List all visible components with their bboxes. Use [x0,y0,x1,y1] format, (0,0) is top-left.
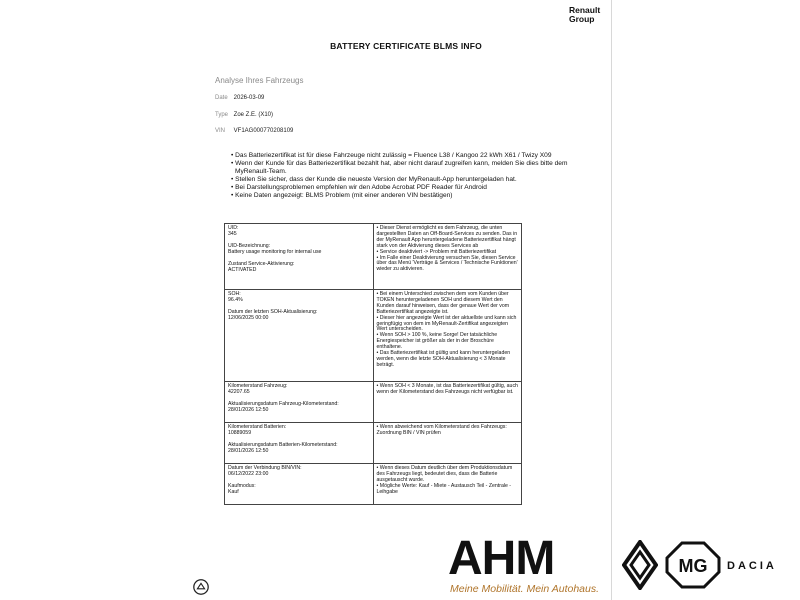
field-label: SOH: [228,291,241,297]
field-label: Kaufmodus: [228,482,256,489]
brand-line1: Renault [569,5,601,15]
field-value: 28/01/2026 12:50 [228,447,269,454]
field-label: Kilometerstand Batterien: [228,424,287,430]
cell-note: • Wenn SOH > 100 %, keine Sorge! Der tatsächliche Energiespeicher ist größer als der in der Broschüre enthaltene. [376,332,498,351]
table-cell-left [225,224,374,290]
info-table [224,223,522,505]
type-label: Type [215,112,229,118]
table-cell-right [373,382,522,423]
field-label: Datum der letzten SOH-Aktualisierung: [228,308,318,315]
note-item: • Das Batteriezertifikat ist für diese Fahrzeuge nicht zulässig = Fluence L38 / Kangoo 22 kWh X61 / Twizy X09 [231,152,552,159]
note-item: • Bei Darstellungsproblemen empfehlen wir den Adobe Acrobat PDF Reader für Android [231,184,487,191]
field-label: Kilometerstand Fahrzeug: [228,383,288,389]
notes-list [231,152,591,200]
note-item: • Keine Daten angezeigt: BLMS Problem (mit einer anderen VIN bestätigen) [231,192,453,199]
field-value: 28/01/2026 12:50 [228,406,269,413]
field-value: 10889059 [228,429,252,436]
date-value: 2026-03-09 [233,95,265,101]
cell-note: • Wenn dieses Datum deutlich über dem Produktionsdatum des Fahrzeugs liegt, bedeutet dies, dass die Batterie ausgetauscht wurde. [376,465,513,483]
note-item: • Wenn der Kunde für das Batteriezertifikat bezahlt hat, aber nicht darauf zugreifen kann, melden Sie dies bitte dem MyRenault-Team. [231,160,568,175]
table-row [225,290,522,382]
cell-note: • Im Falle einer Deaktivierung versuchen Sie, diesen Service über das Menü 'Verträge & Services / Technische Funktionen' wieder zu aktivieren. [376,254,518,273]
dacia-logo: DACIA [727,560,777,572]
dealer-slogan: Meine Mobilität. Mein Autohaus. [450,583,600,595]
field-value: ACTIVATED [228,266,257,273]
table-row [225,224,522,290]
cell-note: • Wenn SOH < 3 Monate, ist das Batteriezertifikat gültig, auch wenn der Kilometerstand des Fahrzeugs nicht verfügbar ist. [376,383,518,395]
page-edge [611,0,612,600]
table-cell-left [225,464,374,505]
table-cell-right [373,464,522,505]
section-title: Analyse Ihres Fahrzeugs [215,76,304,85]
cell-note: • Das Batteriezertifikat ist gültig und kann heruntergeladen werden, wenn die letzte SOH-Aktualisierung < 3 Monate beträgt. [376,350,511,368]
table-cell-left [225,290,374,382]
table-cell-right [373,224,522,290]
mg-octagon-icon [665,541,721,589]
renault-diamond-icon [622,540,658,590]
cell-note: • Dieser hier angezeigte Wert ist der aktuellste und kann sich geringfügig von dem im MyRenault-Zertifikat angezeigten Wert unterscheiden. [376,314,517,333]
vin-value: VF1AG000770208109 [233,128,294,134]
field-value: Kauf [228,488,239,495]
date-row [215,95,264,101]
cell-note: • Dieser Dienst ermöglicht es dem Fahrzeug, die unten dargestellten Daten an Off-Board-Services zu senden. Das in der MyRenault App heruntergeladene Batteriezertifikat hängt stark von der Aktivierung dieses Services ab [376,225,518,249]
table-row [225,464,522,505]
field-value: Battery usage monitoring for internal use [228,248,322,255]
vin-row [215,128,293,134]
type-value: Zoe Z.E. (X10) [233,112,274,118]
cell-note: • Wenn abweichend vom Kilometerstand des Fahrzeugs: Zuordnung BIN / VIN prüfen [376,424,507,436]
dealer-logo-ahm: AHM [448,532,555,585]
cell-note: • Bei einem Unterschied zwischen dem vom Kunden über TOKEN heruntergeladenen SOH und diesem Wert den Kunden darauf hinweisen, dass der genaue Wert der vom Batteriezertifikat angezeigte ist. [376,291,510,315]
type-row [215,112,273,118]
table-cell-left [225,423,374,464]
field-label: UID-Bezeichnung: [228,242,271,249]
table-row [225,423,522,464]
field-label: Aktualisierungsdatum Fahrzeug-Kilometerstand: [228,400,339,407]
brand-line2: Group [569,14,595,24]
document-title: BATTERY CERTIFICATE BLMS INFO [330,41,482,51]
field-value: 12/06/2025 00:00 [228,314,269,321]
field-label: Aktualisierungsdatum Batterien-Kilometerstand: [228,441,338,448]
svg-text:MG: MG [678,556,708,576]
cell-note: • Mögliche Werte: Kauf - Miete - Austausch Teil - Zentrale - Leihgabe [376,482,512,495]
note-item: • Stellen Sie sicher, dass der Kunde die neueste Version der MyRenault-App heruntergeladen hat. [231,176,517,183]
cell-note: • Service deaktiviert -> Problem mit Batteriezertifikat [376,248,497,255]
field-label: UID: [228,225,239,231]
recycle-stamp-icon [192,578,210,596]
table-cell-right [373,423,522,464]
date-label: Date [215,95,228,101]
field-label: Datum der Verbindung BIN/VIN: [228,465,302,471]
field-value: 06/12/2022 23:00 [228,470,269,477]
field-value: 42207.65 [228,388,250,395]
table-cell-left [225,382,374,423]
table-cell-right [373,290,522,382]
table-row [225,382,522,423]
field-value: 96.4% [228,296,243,303]
field-value: 345 [228,230,237,237]
vin-label: VIN [215,128,226,134]
renault-group-logo [569,6,605,24]
field-label: Zustand Service-Aktivierung: [228,260,295,267]
